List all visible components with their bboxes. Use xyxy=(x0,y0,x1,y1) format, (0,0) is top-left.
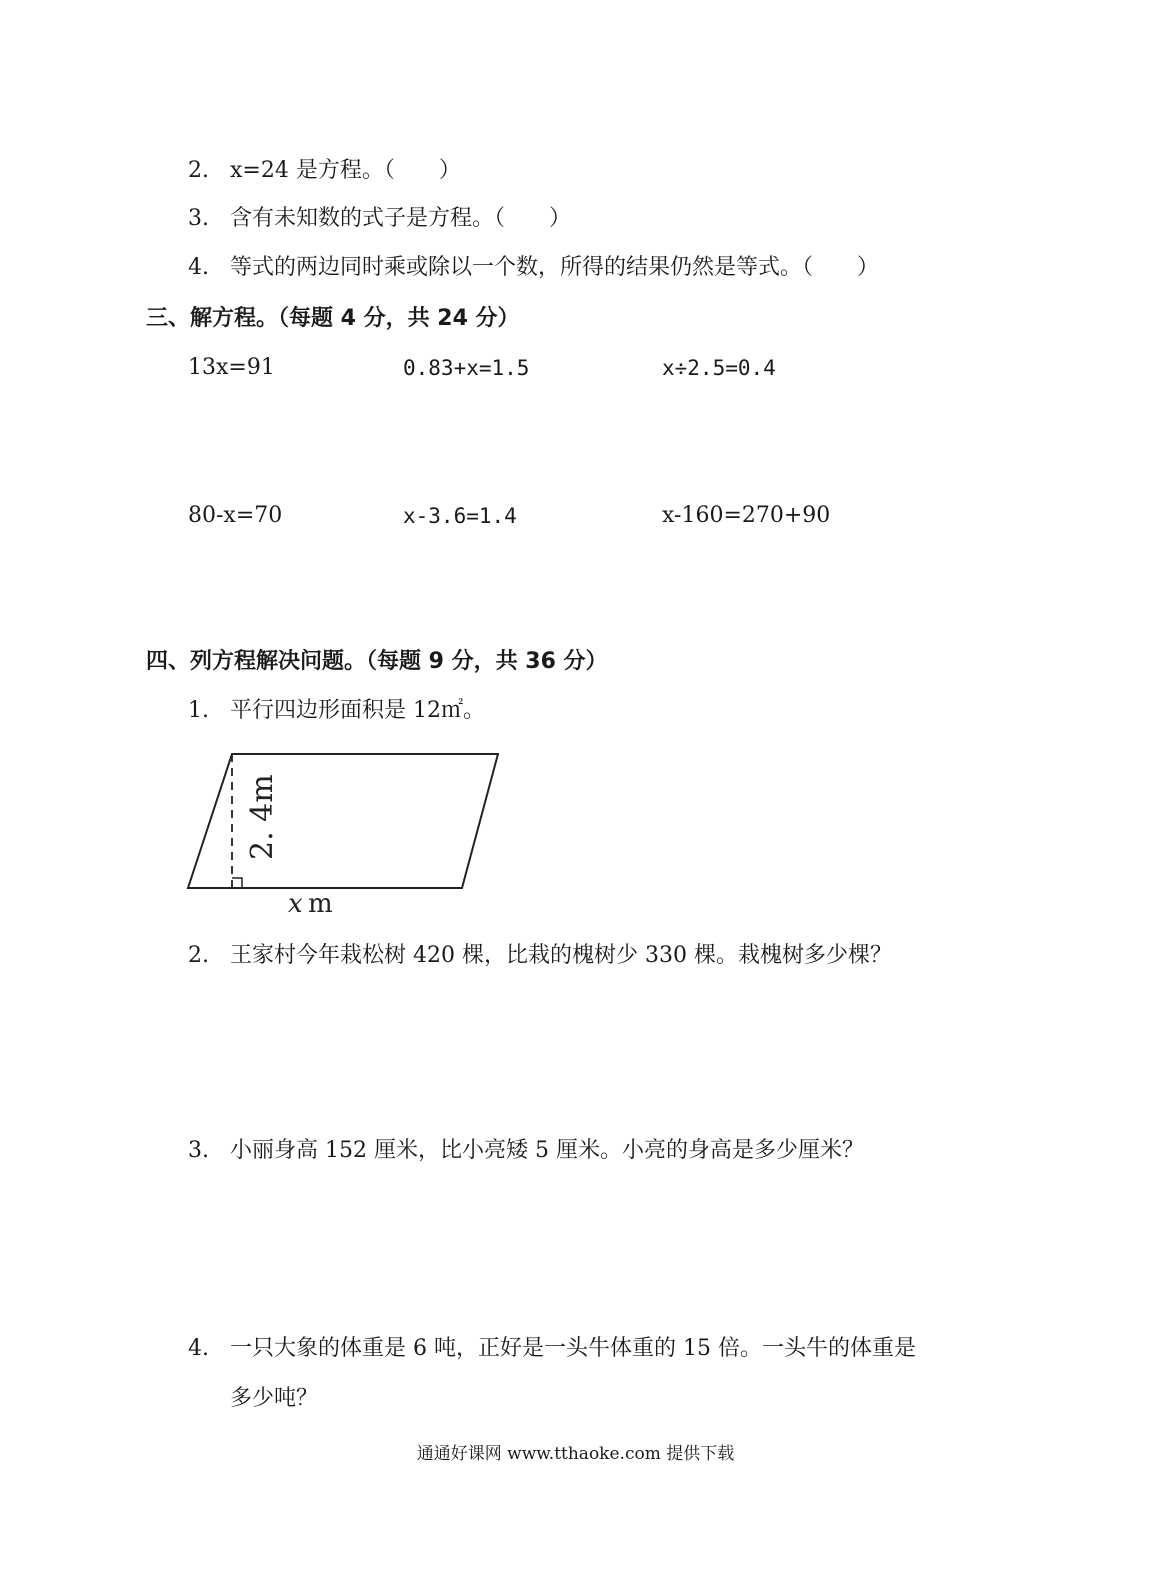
section-4-title: 四、列方程解决问题。（每题 9 分，共 36 分） xyxy=(146,649,608,674)
item-text: 王家村今年栽松树 420 棵，比栽的槐树少 330 棵。栽槐树多少棵？ xyxy=(230,943,892,968)
base-label-var: x xyxy=(288,889,303,919)
section-3-title: 三、解方程。（每题 4 分，共 24 分） xyxy=(146,306,520,331)
problem-4 xyxy=(188,1334,916,1364)
item-number: 2. xyxy=(188,943,209,968)
item-number: 4. xyxy=(188,1336,209,1361)
equation-6: x-160=270+90 xyxy=(662,503,831,528)
problem-4-continuation: 多少吨？ xyxy=(230,1386,319,1411)
equation-3: x÷2.5=0.4 xyxy=(662,356,776,380)
parallelogram-diagram xyxy=(180,740,510,920)
right-angle-mark xyxy=(232,878,242,888)
item-text: 含有未知数的式子是方程。（ ） xyxy=(230,206,572,231)
item-text: 小丽身高 152 厘米，比小亮矮 5 厘米。小亮的身高是多少厘米？ xyxy=(230,1138,864,1163)
judge-item-2 xyxy=(188,156,461,186)
item-number: 1. xyxy=(188,698,209,723)
parallelogram-shape xyxy=(188,754,498,888)
item-number: 3. xyxy=(188,206,209,231)
problem-3 xyxy=(188,1136,864,1166)
item-text: 等式的两边同时乘或除以一个数，所得的结果仍然是等式。（ ） xyxy=(230,255,880,280)
problem-2 xyxy=(188,941,892,971)
item-number: 4. xyxy=(188,255,209,280)
item-text: 平行四边形面积是 12㎡。 xyxy=(230,698,485,723)
judge-item-3 xyxy=(188,204,571,234)
item-number: 3. xyxy=(188,1138,209,1163)
item-text: x=24 是方程。（ ） xyxy=(230,158,461,183)
item-number: 2. xyxy=(188,158,209,183)
equation-4: 80-x=70 xyxy=(188,503,283,528)
height-label: 2. 4m xyxy=(245,774,280,860)
parallelogram-figure xyxy=(180,740,510,924)
equation-1: 13x=91 xyxy=(188,355,275,380)
footer-credit: 通通好课网 www.tthaoke.com 提供下载 xyxy=(416,1444,735,1464)
equation-2: 0.83+x=1.5 xyxy=(403,356,530,380)
judge-item-4 xyxy=(188,253,879,283)
item-text: 一只大象的体重是 6 吨，正好是一头牛体重的 15 倍。一头牛的体重是 xyxy=(230,1336,916,1361)
base-label-unit: m xyxy=(308,889,333,919)
problem-1 xyxy=(188,696,485,726)
equation-5: x-3.6=1.4 xyxy=(403,504,517,528)
